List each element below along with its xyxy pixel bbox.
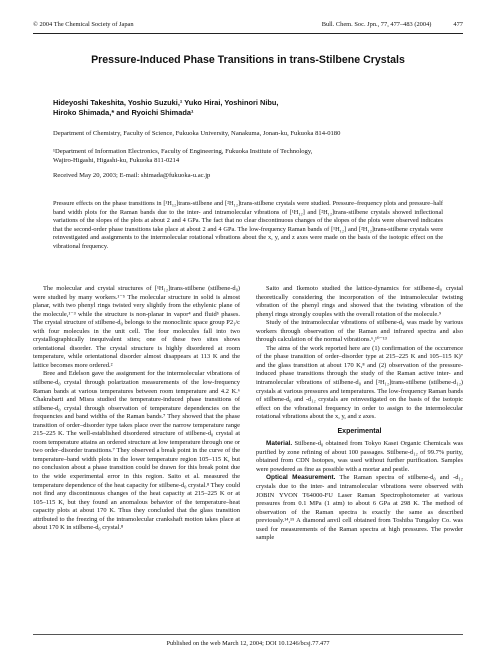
optical-text: The Raman spectra of stilbene-d₀ and -d₁₂ crystals due to the inter- and intramolecular vibrations were observed with JOBIN YVON T64000-FU Laser Raman Spectrophotometer at various pressures from 0.1 MPa (1 atm) to about 6 GPa at 298 K. The method of observation of the Raman spectra is exactly the same as described previously.¹⁴,¹⁵ A diamond anvil cell obtained from Toshiba Tungaloy Co. was used for measurements of the Raman spectra at high pressures. The powder sample [256,474,464,542]
body-paragraph: Saito and Ikemoto studied the lattice-dynamics for stilbene-d₀ crystal theoretically considering the incorporation of the intramolecular twisting vibration of the phenyl rings and showed that the twisting vibration of the phenyl rings strongly couples with the overall rotation of the molecule.⁹ [256,285,463,318]
affiliation-1: Department of Chemistry, Faculty of Science, Fukuoka University, Nanakuma, Jonan-ku, Fukuoka 814-0180 [53,130,341,137]
copyright-notice: © 2004 The Chemical Society of Japan [33,20,134,28]
optical-run-in-heading: Optical Measurement. [266,474,336,482]
body-paragraph: The molecular and crystal structures of [¹H₁₂]trans-stilbene (stilbene-d₀) were studied by many workers.¹⁻⁵ The molecular structure in solid is almost planar, with two phenyl rings twisted very slightly from the ethylenic plane of the molecule,¹⁻³ while the structure is non-planar in vapor⁴ and fluid⁵ phases. The crystal structure of stilbene-d₀ belongs to the monoclinic space group P2₁/c with four molecules in the unit cell. The four molecules fall into two crystallographically inequivalent sites; one of these two sites shows orientational disorder. The crystal structure is highly disordered at room temperature, while orientational disorder almost disappears at 113 K and the lattice becomes more ordered.² [33,285,240,369]
author-list [53,98,433,118]
header-divider [33,33,463,34]
optical-paragraph [256,474,463,542]
journal-citation: Bull. Chem. Soc. Jpn., 77, 477–483 (2004) [321,20,432,28]
section-heading-experimental: Experimental [337,427,382,435]
received-date: Received May 20, 2003; E-mail: shimada@fukuoka-u.ac.jp [53,172,211,179]
abstract: Pressure effects on the phase transitions in [¹H₁₂]trans-stilbene and [²H₁₂]trans-stilbene crystals were studied. Pressure–frequency plots and pressure–half band width plots for the Raman bands due to the inter- and intramolecular vibrations of [¹H₁₂] and [²H₁₂]trans-stilbene crystals showed inflectional variations of the slopes of the plots at about 2 and 4 GPa. The fact that no clear discontinuous changes of the slopes of the plots were observed indicates that the second-order phase transitions take place at about 2 and 4 GPa. The low-frequency Raman bands of [¹H₁₂] and [²H₁₂]trans-stilbene crystals were reinvestigated and assignments to the intermolecular rotational vibrations about the x, y, and z axes were made on the basis of the isotopic effect on the vibrational frequency. [53,200,443,250]
material-text: Stilbene-d₀ obtained from Tokyo Kasei Organic Chemicals was purified by zone refining of about 100 passages. Stilbene-d₁₂ of 99.7% purity, obtained from CDN Isotopes, was used without further purification. Samples were powdered as fine as possible with a mortar and pestle. [256,440,464,473]
affiliation-2-line-2: Wajiro-Higashi, Higashi-ku, Fukuoka 811-0214 [53,157,180,164]
body-paragraph: Study of the intramolecular vibrations of stilbene-d₀ was made by various workers through observation of the Raman and infrared spectra and also through calculation of the normal vibrations.⁶,¹⁰⁻¹³ [256,319,463,344]
body-column-right [256,285,463,543]
body-paragraph: The aims of the work reported here are (1) confirmation of the occurrence of the phase transition of order–disorder type at 215–225 K and 105–115 K)⁷ and the glass transition at about 170 K,⁸ and (2) observation of the pressure-induced phase transitions through the study of the Raman active inter- and intramolecular vibrations of stilbene-d₀ and [²H₁₂]trans-stilbene (stilbene-d₁₂) crystals at various pressures and temperatures. The low-frequency Raman bands of stilbene-d₀ and -d₁₂ crystals are reinvestigated on the basis of the isotopic effect on the vibrational frequency in order to assign to the intermolecular rotational vibrations about the x, y, and z axes. [256,344,463,421]
affiliation-2 [53,147,453,165]
publication-footer: Published on the web March 12, 2004; DOI 10.1246/bcsj.77.477 [166,640,330,647]
running-header [33,18,463,30]
material-paragraph [256,440,463,474]
material-run-in-heading: Material. [266,440,293,448]
header-right [322,21,463,28]
body-column-left [33,285,240,533]
affiliation-2-line-1: ¹Department of Information Electronics, Faculty of Engineering, Fukuoka Institute of Technology, [53,148,313,155]
authors-line-1: Hideyoshi Takeshita, Yoshio Suzuki,¹ Yuko Hirai, Yoshinori Nibu, [53,98,279,107]
article-title: Pressure-Induced Phase Transitions in trans-Stilbene Crystals [91,54,405,66]
page-number: 477 [453,20,463,28]
authors-line-2: Hiroko Shimada,* and Ryoichi Shimada¹ [53,108,194,117]
body-paragraph: Bree and Edelson gave the assignment for the intermolecular vibrations of stilbene-d₀ crystal through polarization measurements of the low-frequency Raman bands at various temperatures between room temperature and 4.2 K.⁶ Chakrabarti and Misra studied the temperature-induced phase transitions of stilbene-d₀ crystal through observation of temperature dependencies on the frequencies and band widths of the Raman bands.⁷ They showed that the phase transition of order–disorder type takes place over the narrow temperature range 215–225 K. The well-established disordered structure of stilbene-d₀ crystal at room temperature attains an ordered structure at low temperature through one or two order–disorder transitions.⁷ They observed a break point in the curve of the temperature–band width plots in the lower temperature region 105–115 K, but no conclusion about a phase transition could be drawn for this break point due to the wide experimental error in this region. Saito et al. measured the temperature dependence of the heat capacity for stilbene-d₀ crystal.⁸ They could not find any discontinuous changes of the heat capacity at 215–225 K or at 105–115 K, but they found an anomalous behavior of the temperature–heat capacity plots at about 170 K. Thus they concluded that the glass transition attributed to the freezing of the intramolecular crankshaft motion takes place at about 170 K in stilbene-d₀ crystal.⁸ [33,370,240,532]
footer-divider [33,634,463,635]
